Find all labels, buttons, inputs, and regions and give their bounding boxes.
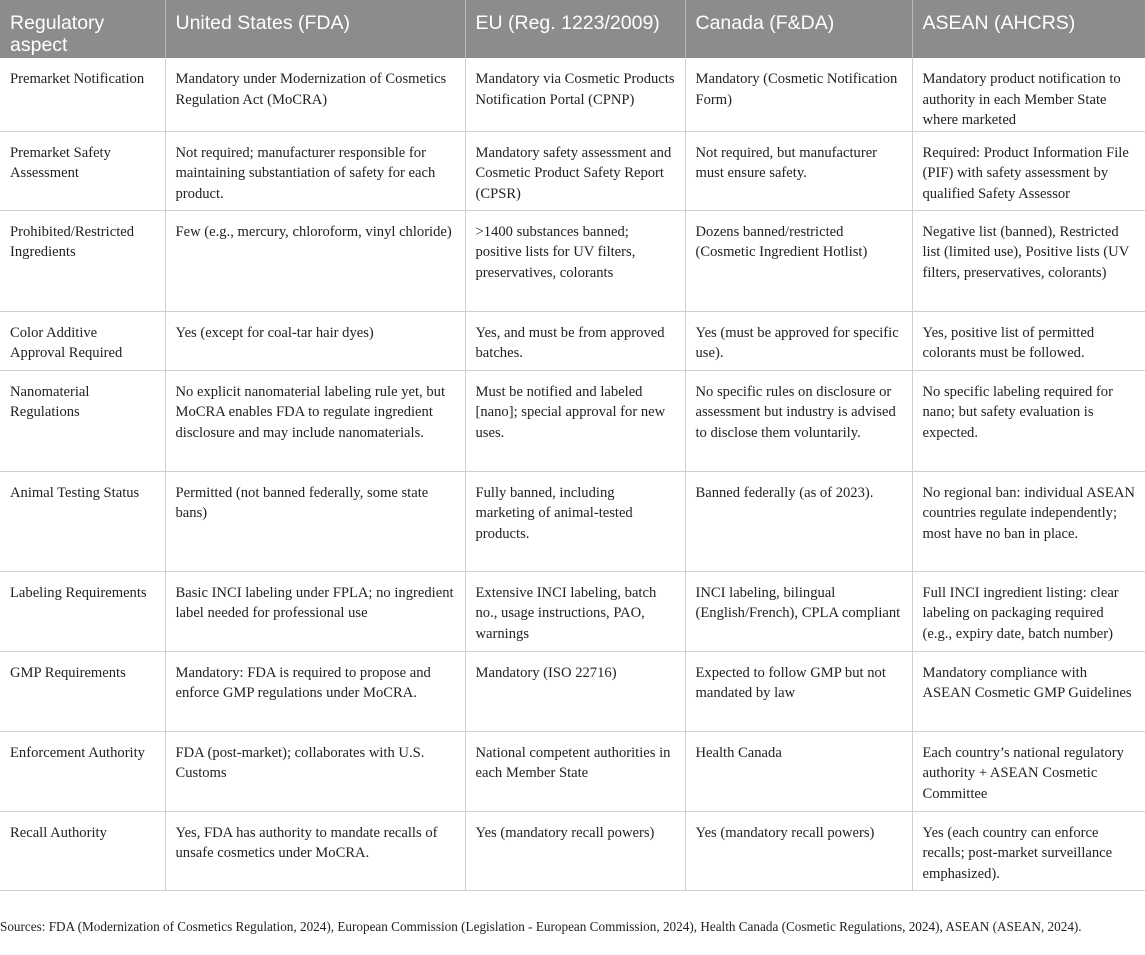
canada-cell: Dozens banned/restricted (Cosmetic Ingredient Hotlist) — [685, 210, 912, 311]
asean-cell: Yes, positive list of permitted colorants must be followed. — [912, 311, 1145, 370]
us-cell: Mandatory under Modernization of Cosmetics Regulation Act (MoCRA) — [165, 58, 465, 131]
aspect-cell: Labeling Requirements — [0, 571, 165, 651]
us-cell: Mandatory: FDA is required to propose and enforce GMP regulations under MoCRA. — [165, 651, 465, 731]
asean-cell: No specific labeling required for nano; but safety evaluation is expected. — [912, 370, 1145, 471]
eu-cell: Yes (mandatory recall powers) — [465, 811, 685, 890]
asean-cell: Mandatory product notification to authority in each Member State where marketed — [912, 58, 1145, 131]
table-row — [0, 471, 1145, 571]
us-cell: Yes (except for coal-tar hair dyes) — [165, 311, 465, 370]
canada-cell: Yes (mandatory recall powers) — [685, 811, 912, 890]
table-row — [0, 131, 1145, 210]
header-asean: ASEAN (AHCRS) — [912, 0, 1145, 58]
eu-cell: Must be notified and labeled [nano]; special approval for new uses. — [465, 370, 685, 471]
header-canada: Canada (F&DA) — [685, 0, 912, 58]
header-regulatory-aspect: Regulatory aspect — [0, 0, 165, 58]
table-row — [0, 210, 1145, 311]
table-row — [0, 731, 1145, 811]
canada-cell: Banned federally (as of 2023). — [685, 471, 912, 571]
aspect-cell: Nanomaterial Regulations — [0, 370, 165, 471]
header-row — [0, 0, 1145, 58]
asean-cell: Full INCI ingredient listing: clear labeling on packaging required (e.g., expiry date, batch number) — [912, 571, 1145, 651]
asean-cell: Each country’s national regulatory authority + ASEAN Cosmetic Committee — [912, 731, 1145, 811]
eu-cell: Fully banned, including marketing of animal-tested products. — [465, 471, 685, 571]
eu-cell: >1400 substances banned; positive lists for UV filters, preservatives, colorants — [465, 210, 685, 311]
us-cell: Few (e.g., mercury, chloroform, vinyl chloride) — [165, 210, 465, 311]
canada-cell: Health Canada — [685, 731, 912, 811]
table-row — [0, 370, 1145, 471]
us-cell: Basic INCI labeling under FPLA; no ingredient label needed for professional use — [165, 571, 465, 651]
aspect-cell: GMP Requirements — [0, 651, 165, 731]
canada-cell: No specific rules on disclosure or assessment but industry is advised to disclose them voluntarily. — [685, 370, 912, 471]
eu-cell: Mandatory (ISO 22716) — [465, 651, 685, 731]
asean-cell: Yes (each country can enforce recalls; post-market surveillance emphasized). — [912, 811, 1145, 890]
asean-cell: No regional ban: individual ASEAN countries regulate independently; most have no ban in place. — [912, 471, 1145, 571]
us-cell: Yes, FDA has authority to mandate recalls of unsafe cosmetics under MoCRA. — [165, 811, 465, 890]
header-united-states: United States (FDA) — [165, 0, 465, 58]
eu-cell: Mandatory via Cosmetic Products Notification Portal (CPNP) — [465, 58, 685, 131]
us-cell: Not required; manufacturer responsible for maintaining substantiation of safety for each product. — [165, 131, 465, 210]
table-row — [0, 311, 1145, 370]
sources-footnote: Sources: FDA (Modernization of Cosmetics Regulation, 2024), European Commission (Legislation - European Commission, 2024), Health Canada (Cosmetic Regulations, 2024), ASEAN (ASEAN, 2024). — [0, 919, 1082, 934]
aspect-cell: Premarket Notification — [0, 58, 165, 131]
eu-cell: Extensive INCI labeling, batch no., usage instructions, PAO, warnings — [465, 571, 685, 651]
us-cell: FDA (post-market); collaborates with U.S. Customs — [165, 731, 465, 811]
us-cell: No explicit nanomaterial labeling rule yet, but MoCRA enables FDA to regulate ingredient disclosure and may include nanomaterials. — [165, 370, 465, 471]
aspect-cell: Premarket Safety Assessment — [0, 131, 165, 210]
aspect-cell: Enforcement Authority — [0, 731, 165, 811]
asean-cell: Mandatory compliance with ASEAN Cosmetic GMP Guidelines — [912, 651, 1145, 731]
eu-cell: National competent authorities in each Member State — [465, 731, 685, 811]
eu-cell: Yes, and must be from approved batches. — [465, 311, 685, 370]
aspect-cell: Prohibited/Restricted Ingredients — [0, 210, 165, 311]
canada-cell: Mandatory (Cosmetic Notification Form) — [685, 58, 912, 131]
canada-cell: INCI labeling, bilingual (English/French), CPLA compliant — [685, 571, 912, 651]
aspect-cell: Color Additive Approval Required — [0, 311, 165, 370]
canada-cell: Expected to follow GMP but not mandated by law — [685, 651, 912, 731]
us-cell: Permitted (not banned federally, some state bans) — [165, 471, 465, 571]
table-row — [0, 651, 1145, 731]
aspect-cell: Animal Testing Status — [0, 471, 165, 571]
table-row — [0, 58, 1145, 131]
eu-cell: Mandatory safety assessment and Cosmetic Product Safety Report (CPSR) — [465, 131, 685, 210]
canada-cell: Yes (must be approved for specific use). — [685, 311, 912, 370]
header-eu: EU (Reg. 1223/2009) — [465, 0, 685, 58]
table-row — [0, 811, 1145, 890]
table-row — [0, 571, 1145, 651]
aspect-cell: Recall Authority — [0, 811, 165, 890]
canada-cell: Not required, but manufacturer must ensure safety. — [685, 131, 912, 210]
asean-cell: Required: Product Information File (PIF) with safety assessment by qualified Safety Assessor — [912, 131, 1145, 210]
asean-cell: Negative list (banned), Restricted list (limited use), Positive lists (UV filters, preservatives, colorants) — [912, 210, 1145, 311]
